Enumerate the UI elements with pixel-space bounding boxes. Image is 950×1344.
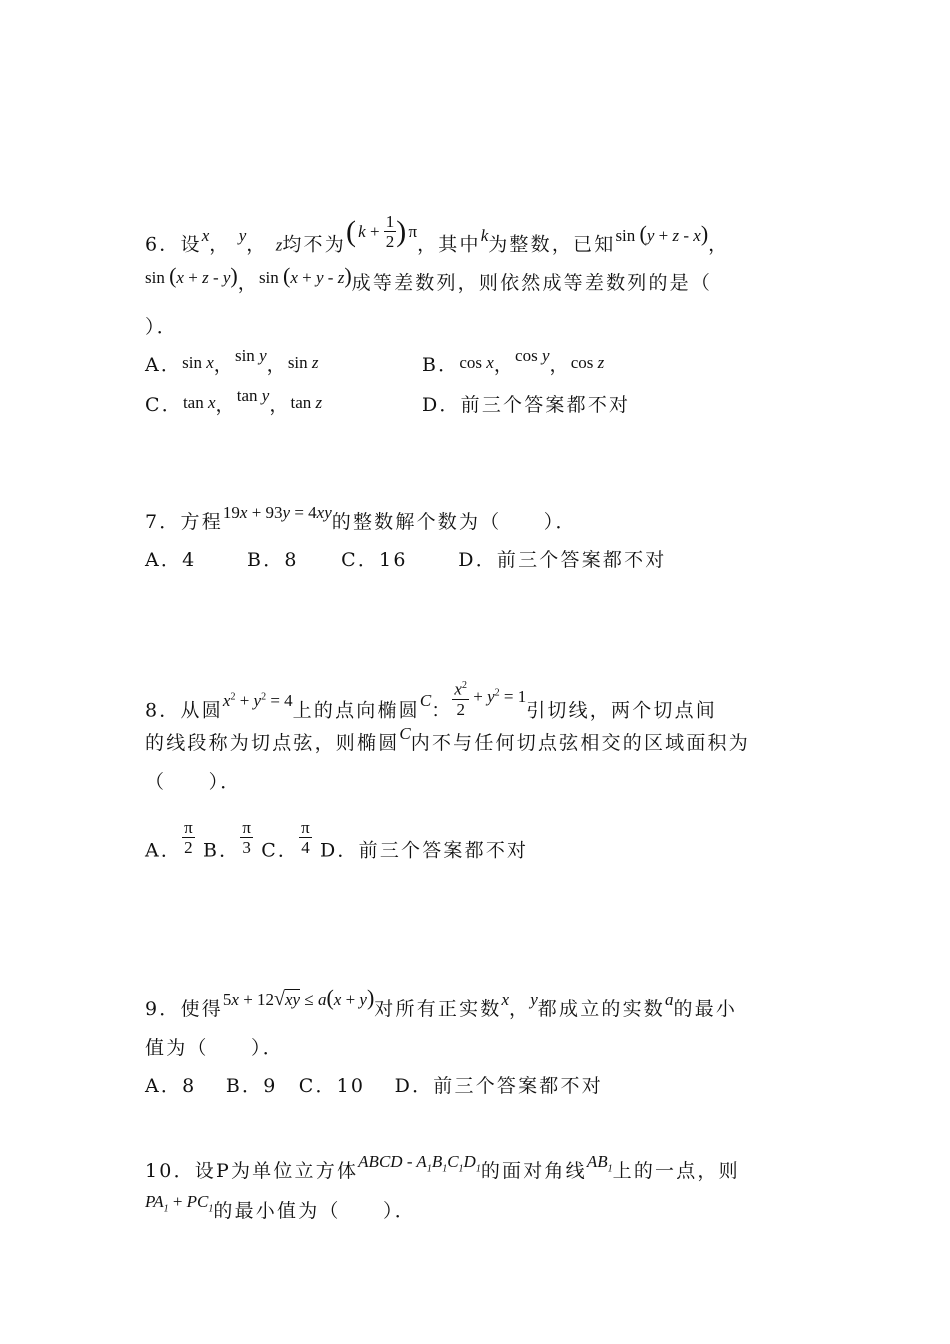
q6-option-a: A．sin x，sin y，sin z xyxy=(145,346,319,376)
math-x: x xyxy=(201,225,210,245)
q8-line3: （ ）． xyxy=(145,771,242,793)
math-z: z xyxy=(275,235,283,255)
math-PA1-PC1: $PA_1 + PC_1$ xyxy=(145,1192,214,1215)
q6-option-b: B．cos x，cos y，cos z xyxy=(422,346,605,376)
q10-line1: 10．设P为单位立方体ABCD - $A_1B_1C_1D_1$的面对角线$AB_1$上的一点，则 xyxy=(145,1152,740,1182)
q8-options: A． $\frac{\pi}{2}$ B． $\frac{\pi}{3}$ C． $\frac{\pi}{4}$ D．前三个答案都不对 xyxy=(145,818,529,862)
math-equation: 19x + 93y = 4xy xyxy=(222,503,332,522)
math-sin-xzy: sin (x + z - y) xyxy=(145,263,238,288)
math-C: C xyxy=(419,691,432,711)
math-circle: $x^2 + y^2 = 4$ xyxy=(222,691,293,711)
q8-line1: 8．从圆$x^2 + y^2 = 4$上的点向椭圆C： $\frac{x^2}{2}$ + $y^2 = 1$引切线，两个切点间 xyxy=(145,690,717,733)
q6-line3: ）． xyxy=(145,316,178,338)
math-ellipse: $\frac{x^2}{2}$ + $y^2 = 1$ xyxy=(452,685,526,707)
q6-option-c: C．tan x，tan y，tan z xyxy=(145,386,323,416)
math-sin-yzx: sin (y + z - x) xyxy=(615,220,709,246)
q6-line1: 6．设x， y， z均不为(k + $\frac{1}{2}$ )π，其中k为整数，已知sin (y + z - x)， xyxy=(145,212,730,256)
q9-line2: 值为（ ）． xyxy=(145,1037,284,1059)
math-k: k xyxy=(480,225,489,245)
math-inequality: 5x + 12√xy ≤ a(x + y) xyxy=(222,985,375,1010)
q9-options: A．8 B．9 C．10 D．前三个答案都不对 xyxy=(145,1075,603,1097)
q7-options: A．4 B．8 C．16 D．前三个答案都不对 xyxy=(145,549,667,571)
q8-line2: 的线段称为切点弦，则椭圆C内不与任何切点弦相交的区域面积为 xyxy=(145,724,750,754)
q6-line2: sin (x + z - y)，sin (x + y - z)成等差数列，则依然成等差数列的是（ xyxy=(145,263,713,294)
math-AB1: $AB_1$ xyxy=(586,1152,613,1175)
math-k-half-pi: (k + $\frac{1}{2}$ )π xyxy=(345,212,418,251)
q7-stem: 7．方程19x + 93y = 4xy的整数解个数为（ ）． xyxy=(145,503,577,533)
math-sin-xyz: sin (x + y - z) xyxy=(258,263,352,288)
q9-line1: 9．使得5x + 12√xy ≤ a(x + y)对所有正实数x，y都成立的实数a的最小 xyxy=(145,985,738,1020)
math-cube: ABCD - $A_1B_1C_1D_1$ xyxy=(358,1152,481,1175)
q10-line2: $PA_1 + PC_1$的最小值为（ ）． xyxy=(145,1192,416,1222)
math-y: y xyxy=(238,225,247,245)
q6-option-d: D．前三个答案都不对 xyxy=(422,394,631,416)
